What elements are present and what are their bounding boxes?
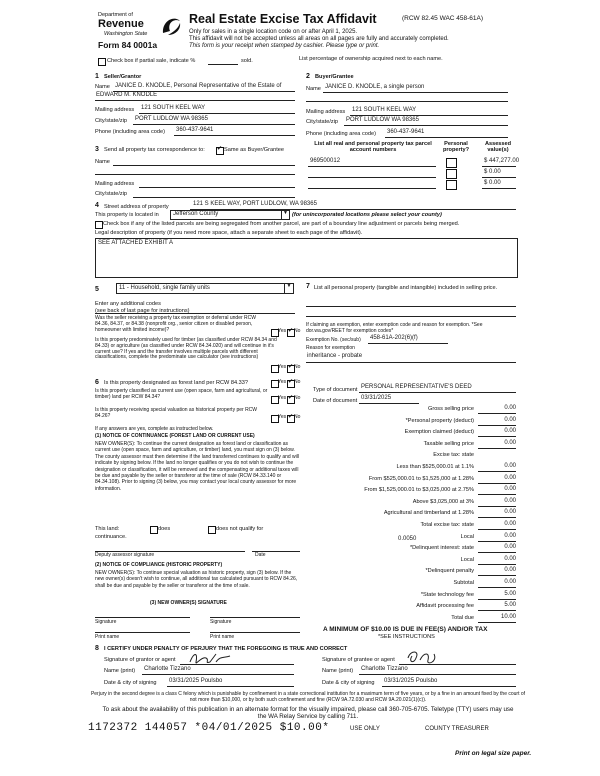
buyer-name-label: Name	[306, 86, 321, 92]
seller-mailing-label: Mailing address	[95, 107, 135, 113]
corr-mailing-label: Mailing address	[95, 181, 135, 187]
perjury-notice: Perjury in the second degree is a class C felony which is punishable by confinement in a state correctional institution for a maximum term of five years, or by a fine in an amount fixed by the court of not more than $10,000, or by both such confinement and fine (RCW 9A.72.030 and RCW 9A.20.021(1)(c)).	[90, 691, 526, 703]
tax-row-label: Total excise tax: state	[420, 522, 474, 528]
form-rcw: (RCW 82.45 WAC 458-61A)	[402, 15, 484, 22]
grantor-sig-underline	[180, 664, 294, 665]
dor-swirl-icon	[160, 13, 182, 37]
grantor-date-label: Date & city of signing	[104, 680, 157, 686]
treasurer-stamp: 1172372 144057 *04/01/2025 $10.00*	[88, 722, 330, 734]
grantor-name-label: Name (print)	[104, 668, 136, 674]
same-as-buyer-checkbox[interactable]	[216, 147, 224, 155]
additional-codes-label: Enter any additional codes	[95, 301, 161, 307]
owner-sig-line-2	[210, 617, 300, 618]
tax-row-value[interactable]: 0.00	[504, 486, 516, 492]
document-type-label: Type of document	[313, 387, 358, 393]
segregated-label: Check box if any of the listed parcels are being segregated from another parcel, are part of a boundary line adjustment or parcels being merged.	[103, 221, 460, 227]
seller-phone-label: Phone (including area code)	[95, 129, 165, 135]
tax-row-label: Taxable selling price	[423, 441, 474, 447]
parcel-column-header: List all real and personal property tax parcel account numbers	[314, 141, 432, 154]
tax-row-underline	[478, 622, 516, 623]
corr-name-label: Name	[95, 159, 110, 165]
continuance-heading: (1) NOTICE OF CONTINUANCE (FOREST LAND OR CURRENT USE)	[95, 433, 255, 439]
seller-name2-underline	[95, 100, 295, 101]
seller-name-line2[interactable]: EDWARD M. KNODLE	[96, 92, 158, 98]
seller-name-label: Name	[95, 84, 110, 90]
seller-city-underline	[133, 124, 295, 125]
seller-exemption-no-label: No	[294, 328, 301, 334]
seller-heading: Seller/Grantor	[104, 74, 142, 80]
street-address-value[interactable]: 121 S KEEL WAY, PORT LUDLOW, WA 98365	[193, 201, 317, 207]
tax-row-label: Excise tax: state	[433, 452, 474, 458]
seller-exemption-question: Was the seller receiving a property tax exemption or deferral under RCW 84.36, 84.37, or 84.38 (nonprofit org., senior citizen or disabled person, homeowner with limited income)?	[95, 315, 256, 333]
owner-signature-label-1: Signature	[95, 619, 117, 625]
tax-row-value[interactable]: 0.00	[504, 567, 516, 573]
historic-question: Is this property receiving special valuation as historical property per RCW 84.26?	[95, 407, 258, 419]
tax-row-underline	[478, 517, 516, 518]
buyer-phone-underline	[385, 137, 508, 138]
header-note-1: Only for sales in a single location code on or after April 1, 2025.	[189, 29, 358, 35]
owner-print-line-2	[210, 632, 300, 633]
tax-row-underline	[478, 587, 516, 588]
personal-property-checkbox-2[interactable]	[446, 169, 457, 179]
county-value: Jefferson County	[173, 211, 219, 217]
tax-row-value[interactable]: 0.00	[504, 521, 516, 527]
timber-question: Is this property predominately used for timber (as classified under RCW 84.34 and 84.33) or agriculture (as classified under RCW 84.34.020) and will continue in it's current use? If yes and the transfer involves multiple parcels with different classifications, complete the predominate use calculator (see instructions)	[95, 337, 277, 361]
forest-land-question: Is this property designated as forest land per RCW 84.33?	[104, 380, 248, 386]
personal-property-list-label: List all personal property (tangible and intangible) included in selling price.	[314, 285, 498, 291]
buyer-mailing-label: Mailing address	[306, 109, 346, 115]
county-treasurer-label: COUNTY TREASURER	[425, 726, 489, 732]
tax-row-underline	[478, 610, 516, 611]
seller-city-value[interactable]: PORT LUDLOW WA 98365	[135, 116, 208, 122]
section-6-number: 6	[95, 379, 99, 386]
buyer-city-value[interactable]: PORT LUDLOW WA 98365	[346, 117, 419, 123]
personal-property-line-1	[306, 306, 516, 307]
seller-exemption-yes-label: Yes	[278, 328, 287, 334]
grantee-date-value[interactable]: 03/31/2025 Poulsbo	[384, 678, 438, 684]
local-rate-value: 0.0050	[398, 536, 417, 542]
exemption-number-value[interactable]: 458-61A-202(6)(f)	[370, 335, 418, 341]
historic-yes-label: Yes	[278, 414, 287, 420]
see-instructions-note: *SEE INSTRUCTIONS	[378, 634, 435, 640]
buyer-name-underline	[323, 92, 508, 93]
legal-description-label: Legal description of property (if you need more space, attach a separate sheet to each page of the affidavit).	[95, 230, 363, 236]
tax-row-value[interactable]: 0.00	[504, 498, 516, 504]
parcel-line-1	[308, 166, 436, 167]
tax-row-value[interactable]: 0.00	[504, 509, 516, 515]
buyer-name2-underline	[306, 101, 508, 102]
assessed-value-column-header: Assessed value(s)	[484, 141, 512, 154]
tax-row-label: Gross selling price	[427, 406, 474, 412]
ownership-pct-note: List percentage of ownership acquired next to each name.	[299, 56, 443, 62]
deputy-date-label: Date	[255, 552, 266, 558]
grantee-signature[interactable]	[404, 648, 444, 668]
exemption-reason-label: Reason for exemption	[306, 345, 355, 351]
seller-phone-underline	[174, 135, 295, 136]
availability-notice: To ask about the availability of this publication in an alternate format for the visually impaired, please call 360-705-6705. Teletype (TTY) users may use the WA Relay Service by calling 711.	[102, 706, 514, 721]
sold-label: sold.	[241, 58, 253, 64]
tax-row-underline	[478, 506, 516, 507]
doc-type-underline	[359, 392, 516, 393]
owner-print-label-1: Print name	[95, 634, 120, 640]
legal-description-value: SEE ATTACHED EXHIBIT A	[98, 240, 174, 246]
tax-row-value[interactable]: 5.00	[504, 591, 516, 597]
form-title: Real Estate Excise Tax Affidavit	[189, 12, 377, 26]
buyer-mailing-value[interactable]: 121 SOUTH KEEL WAY	[352, 107, 417, 113]
doc-date-underline	[359, 403, 419, 404]
tax-row-value[interactable]: 0.00	[504, 405, 516, 411]
tax-row-value[interactable]: 0.00	[504, 556, 516, 562]
tax-row-label: Local	[460, 534, 474, 540]
tax-row-value[interactable]: 5.00	[504, 602, 516, 608]
grantee-name-label: Name (print)	[322, 668, 354, 674]
tax-row-label: Agricultural and timberland at 1.28%	[383, 510, 474, 516]
county-dropdown-icon[interactable]: ▼	[281, 211, 289, 219]
legal-description-box[interactable]	[95, 238, 518, 278]
tax-row-underline	[478, 425, 516, 426]
section-7-number: 7	[306, 283, 310, 290]
tax-row-label: *Delinquent penalty	[425, 568, 474, 574]
segregated-checkbox[interactable]	[95, 221, 103, 229]
current-use-yes-label: Yes	[278, 395, 287, 401]
forest-no-label: No	[294, 379, 301, 385]
partial-sale-label: Check box if partial sale, indicate %	[107, 58, 196, 64]
dept-state: Washington State	[104, 31, 148, 37]
tax-row-underline	[478, 494, 516, 495]
exemption-number-label: Exemption No. (sec/sub)	[306, 337, 361, 343]
assessed-value-2[interactable]: $ 0.00	[484, 169, 501, 175]
tax-row-underline	[478, 552, 516, 553]
grantee-date-underline	[382, 686, 516, 687]
continuance-text: NEW OWNER(S): To continue the current designation as forest land or classification as current use (open space, farm and agriculture, or timber) land, you must sign on (3) below. The county assessor must then determine if the land transferred continues to qualify and will indicate by signing below. If the land no longer qualifies or you do not wish to continue the designation or classification, it will be removed and the compensating or additional taxes will be due and payable by the seller or transferor at the time of sale (RCW 84.33.140 or 84.34.108). Prior to signing (3) below, you may contact your local county assessor for more information.	[95, 441, 299, 492]
this-land-label: This land:	[95, 526, 120, 532]
located-in-label: This property is located in	[95, 212, 159, 218]
tax-row-value[interactable]: 0.00	[504, 544, 516, 550]
buyer-city-label: City/state/zip	[306, 119, 339, 125]
seller-mailing-underline	[139, 113, 295, 114]
section-5-number: 5	[95, 286, 99, 293]
current-use-no-label: No	[294, 395, 301, 401]
owner-print-label-2: Print name	[210, 634, 235, 640]
correspondence-label: Send all property tax correspondence to:	[104, 147, 205, 153]
tax-row-value[interactable]: 10.00	[500, 614, 516, 620]
minimum-due-note: A MINIMUM OF $10.00 IS DUE IN FEE(S) AND/OR TAX	[323, 626, 488, 633]
does-label: does	[158, 526, 171, 532]
tax-row-underline	[478, 564, 516, 565]
tax-row-label: From $1,525,000.01 to $3,025,000 at 2.75%	[364, 487, 474, 493]
buyer-city-underline	[344, 125, 508, 126]
owner-signature-label-2: Signature	[210, 619, 232, 625]
personal-property-column-header: Personal property?	[442, 141, 470, 154]
land-use-select[interactable]	[116, 283, 294, 294]
dept-top: Department of	[98, 12, 133, 18]
assessed-line-1	[482, 166, 516, 167]
see-back-note: (see back of last page for instructions)	[95, 308, 190, 314]
tax-row-value[interactable]: 0.00	[504, 463, 516, 469]
legal-paper-note: Print on legal size paper.	[455, 750, 532, 757]
grantee-sig-underline	[399, 664, 516, 665]
compliance-text: NEW OWNER(S): To continue special valuation as historic property, sign (3) below. If the new owner(s) doesn't wish to continue, all additional tax calculated pursuant to RCW 84.26, shall be due and payable by the seller or transferor at the time of sale.	[95, 570, 298, 589]
buyer-name-value[interactable]: JANICE D. KNODLE, a single person	[325, 84, 425, 90]
buyer-mailing-underline	[350, 115, 508, 116]
tax-row-underline	[478, 413, 516, 414]
header-note-2: This affidavit will not be accepted unless all areas on all pages are fully and accurately completed.	[189, 36, 449, 42]
does-not-qualify-checkbox[interactable]	[208, 526, 216, 534]
grantee-name-value[interactable]: Charlotte Tizzano	[361, 666, 408, 672]
grantor-name-underline	[142, 674, 294, 675]
buyer-phone-value[interactable]: 360-437-9641	[387, 129, 425, 135]
header-note-3: This form is your receipt when stamped by cashier. Please type or print.	[189, 43, 380, 49]
parcel-number-1[interactable]: 969500012	[310, 158, 341, 164]
personal-property-checkbox-3[interactable]	[446, 180, 457, 190]
tax-row-value[interactable]: 0.00	[504, 440, 516, 446]
section-3-number: 3	[95, 146, 99, 153]
personal-property-line-2	[306, 316, 516, 317]
tax-row-label: Less than $525,000.01 at 1.1%	[396, 464, 474, 470]
tax-row-underline	[478, 599, 516, 600]
tax-row-value[interactable]: 0.00	[504, 533, 516, 539]
certify-statement: I CERTIFY UNDER PENALTY OF PERJURY THAT THE FOREGOING IS TRUE AND CORRECT	[104, 646, 348, 652]
exemption-instructions: If claiming an exemption, enter exemption code and reason for exemption. *See dor.wa.gov/REET for exemption codes*	[306, 322, 483, 334]
grantor-name-value[interactable]: Charlotte Tizzano	[144, 666, 191, 672]
tax-row-underline	[478, 436, 516, 437]
section-8-number: 8	[95, 645, 99, 652]
reason-underline	[306, 362, 516, 363]
buyer-heading: Buyer/Grantee	[315, 74, 354, 80]
partial-pct-line	[208, 64, 238, 65]
grantor-date-value[interactable]: 03/31/2025 Poulsbo	[169, 678, 223, 684]
same-as-buyer-label: Same as Buyer/Grantee	[224, 147, 285, 153]
seller-city-label: City/state/zip	[95, 118, 128, 124]
use-only-label: USE ONLY	[350, 726, 380, 732]
tax-row-underline	[478, 529, 516, 530]
tax-row-underline	[478, 483, 516, 484]
deputy-signature-label: Deputy assessor signature	[95, 552, 155, 558]
tax-row-label: Affidavit processing fee	[416, 603, 474, 609]
parcel-line-2	[308, 177, 436, 178]
tax-row-underline	[478, 448, 516, 449]
seller-mailing-value[interactable]: 121 SOUTH KEEL WAY	[141, 105, 206, 111]
new-owner-signature-heading: (3) NEW OWNER(S) SIGNATURE	[150, 600, 227, 606]
section-2-number: 2	[306, 73, 310, 80]
section-4-number: 4	[95, 202, 99, 209]
assessed-line-3	[482, 188, 516, 189]
corr-name-underline	[113, 165, 295, 166]
continuance-label: continuance.	[95, 534, 127, 540]
does-not-label: does not qualify for	[216, 526, 264, 532]
tax-row-underline	[478, 575, 516, 576]
buyer-phone-label: Phone (including area code)	[306, 131, 376, 137]
grantee-date-label: Date & city of signing	[322, 680, 375, 686]
exemption-reason-value[interactable]: inheritance - probate	[307, 353, 363, 359]
owner-print-line-1	[95, 632, 190, 633]
document-type-value[interactable]: PERSONAL REPRESENTATIVE'S DEED	[361, 384, 472, 390]
exemption-underline	[368, 343, 448, 344]
tax-row-label: *Delinquent interest: state	[409, 545, 474, 551]
tax-row-label: From $525,000.01 to $1,525,000 at 1.28%	[368, 476, 474, 482]
form-number: Form 84 0001a	[98, 40, 158, 50]
tax-row-underline	[478, 471, 516, 472]
if-yes-note: If any answers are yes, complete as instructed below.	[95, 426, 214, 432]
tax-row-label: Subtotal	[453, 580, 474, 586]
document-date-value[interactable]: 03/31/2025	[361, 395, 392, 401]
tax-row-label: Local	[460, 557, 474, 563]
land-use-value: 11 - Household, single family units	[119, 285, 210, 291]
parcel-line-3	[308, 188, 436, 189]
corr-city-underline	[133, 197, 295, 198]
corr-city-label: City/state/zip	[95, 191, 128, 197]
tax-row-label: *Personal property (deduct)	[405, 418, 474, 424]
document-date-label: Date of document	[313, 398, 358, 404]
tax-row-label: Above $3,025,000 at 3%	[412, 499, 474, 505]
assessed-value-3[interactable]: $ 0.00	[484, 180, 501, 186]
tax-row-value[interactable]: 0.00	[504, 417, 516, 423]
tax-row-label: Exemption claimed (deduct)	[404, 429, 474, 435]
grantor-signature-label: Signature of grantor or agent	[104, 657, 176, 663]
tax-row-label: *State technology fee	[420, 592, 474, 598]
partial-sale-checkbox[interactable]	[98, 58, 106, 66]
street-address-label: Street address of property	[104, 204, 169, 210]
owner-sig-line-1	[95, 617, 190, 618]
corr-mailing-underline	[139, 187, 295, 188]
seller-phone-value[interactable]: 360-437-9641	[176, 127, 214, 133]
compliance-heading: (2) NOTICE OF COMPLIANCE (HISTORIC PROPERTY)	[95, 562, 223, 568]
does-qualify-checkbox[interactable]	[150, 526, 158, 534]
timber-yes-label: Yes	[278, 364, 287, 370]
tax-row-value[interactable]: 0.00	[504, 475, 516, 481]
assessed-value-1[interactable]: $ 447,277.00	[484, 158, 520, 164]
unincorporated-note: (for unincorporated locations please select your county)	[292, 212, 442, 218]
corr-name2-underline	[95, 174, 295, 175]
assessed-line-2	[482, 177, 516, 178]
seller-name-line1[interactable]: JANICE D. KNODLE, Personal Representative of the Estate of	[115, 83, 282, 89]
tax-row-underline	[478, 541, 516, 542]
grantor-signature[interactable]	[186, 650, 234, 668]
historic-no-label: No	[294, 414, 301, 420]
personal-property-checkbox-1[interactable]	[446, 158, 457, 168]
grantee-signature-label: Signature of grantee or agent	[322, 657, 395, 663]
dept-name: Revenue	[98, 18, 144, 30]
section-1-number: 1	[95, 73, 99, 80]
timber-no-label: No	[294, 364, 301, 370]
tax-row-value[interactable]: 0.00	[504, 428, 516, 434]
current-use-question: Is this property classified as current use (open space, farm and agricultural, or timber) land per RCW 84.34?	[95, 388, 268, 400]
land-use-dropdown-icon[interactable]: ▼	[284, 284, 293, 293]
tax-row-value[interactable]: 0.00	[504, 579, 516, 585]
grantor-date-underline	[167, 686, 294, 687]
grantee-name-underline	[359, 674, 516, 675]
forest-yes-label: Yes	[278, 379, 287, 385]
county-select[interactable]	[170, 210, 290, 220]
tax-row-label: Total due	[451, 615, 474, 621]
